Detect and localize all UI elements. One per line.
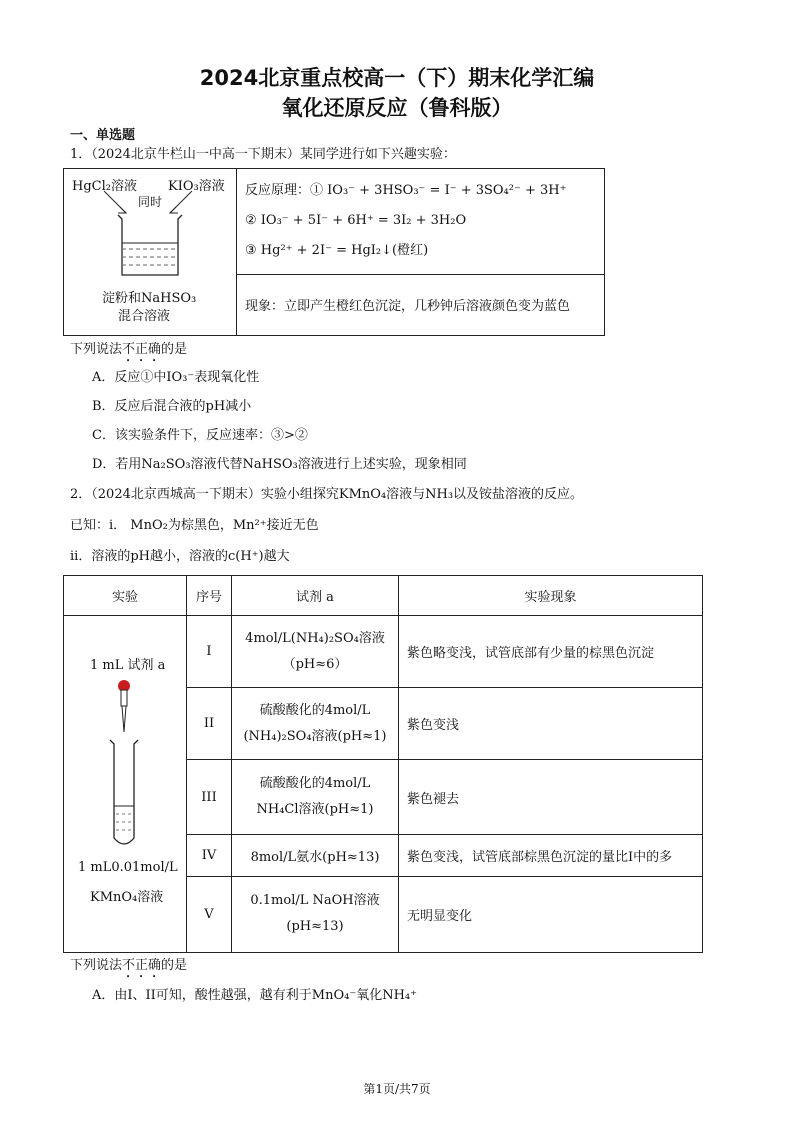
doc-title: 2024北京重点校高一（下）期末化学汇编 (199, 66, 595, 90)
row-id: I (187, 616, 232, 688)
q1-principle-cell (237, 169, 605, 275)
row-result: 无明显变化 (399, 876, 703, 952)
q2-figure-cell (64, 616, 187, 953)
q2-known-1: 已知：i． MnO₂为棕黑色，Mn²⁺接近无色 (70, 518, 319, 533)
col-header-experiment: 实验 (64, 576, 187, 616)
mixture-label-2: 混合溶液 (118, 309, 171, 324)
tube-top-label: 1 mL 试剂 a (90, 658, 166, 673)
row-id: II (187, 688, 232, 760)
mixture-label-1: 淀粉和NaHSO₃ (102, 291, 197, 306)
q1-option-d: D．若用Na₂SO₃溶液代替NaHSO₃溶液进行上述实验，现象相同 (92, 457, 467, 472)
principle-1: ① IO₃⁻ + 3HSO₃⁻ = I⁻ + 3SO₄²⁻ + 3H⁺ (310, 183, 567, 199)
q2-option-a: A．由I、II可知，酸性越强，越有利于MnO₄⁻氧化NH₄⁺ (92, 988, 417, 1003)
row-result: 紫色变浅，试管底部棕黑色沉淀的量比I中的多 (399, 834, 703, 876)
section-heading: 一、单选题 (70, 128, 136, 143)
row-result: 紫色略变浅，试管底部有少量的棕黑色沉淀 (399, 616, 703, 688)
q1-ask: 下列说法不正确的是 (70, 342, 188, 357)
q1-phenomenon: 现象：立即产生橙红色沉淀，几秒钟后溶液颜色变为蓝色 (237, 274, 605, 335)
row-reagent: 8mol/L氨水(pH≈13) (232, 834, 399, 876)
q2-ask: 下列说法不正确的是 (70, 958, 188, 973)
row-reagent: 硫酸酸化的4mol/L (NH₄)₂SO₄溶液(pH≈1) (232, 688, 399, 760)
row-id: IV (187, 834, 232, 876)
q2-known-2: ii．溶液的pH越小，溶液的c(H⁺)越大 (70, 549, 290, 564)
page-footer: 第1页/共7页 (363, 1082, 431, 1096)
tube-bottom-label-1: 1 mL0.01mol/L (78, 860, 178, 875)
col-header-reagent: 试剂 a (232, 576, 399, 616)
row-reagent: 硫酸酸化的4mol/L NH₄Cl溶液(pH≈1) (232, 760, 399, 834)
row-result: 紫色变浅 (399, 688, 703, 760)
row-id: III (187, 760, 232, 834)
q1-option-b: B．反应后混合液的pH减小 (92, 399, 252, 414)
q1-stem: 1．（2024北京牛栏山一中高一下期末）某同学进行如下兴趣实验： (70, 147, 456, 162)
q1-figure-cell (64, 169, 237, 336)
row-result: 紫色褪去 (399, 760, 703, 834)
q2-table (63, 575, 703, 953)
q1-option-a: A．反应①中IO₃⁻表现氧化性 (92, 370, 260, 385)
tube-bottom-label-2: KMnO₄溶液 (90, 890, 164, 905)
q1-option-c: C．该实验条件下，反应速率：③>② (92, 428, 308, 443)
q1-table (63, 168, 605, 336)
row-reagent: 0.1mol/L NaOH溶液 (pH≈13) (232, 876, 399, 952)
hgcl2-label: HgCl₂溶液 (72, 179, 137, 194)
col-header-number: 序号 (187, 576, 232, 616)
principle-label: 反应原理： (245, 183, 311, 199)
row-reagent: 4mol/L(NH₄)₂SO₄溶液 （pH≈6） (232, 616, 399, 688)
principle-3: ③ Hg²⁺ + 2I⁻ = HgI₂↓(橙红) (245, 243, 429, 259)
doc-subtitle: 氧化还原反应（鲁科版） (281, 96, 513, 120)
kio3-label: KIO₃溶液 (168, 179, 225, 194)
principle-2: ② IO₃⁻ + 5I⁻ + 6H⁺ = 3I₂ + 3H₂O (245, 213, 467, 229)
table-row (64, 616, 703, 688)
row-id: V (187, 876, 232, 952)
col-header-phenomenon: 实验现象 (399, 576, 703, 616)
q2-stem: 2．（2024北京西城高一下期末）实验小组探究KMnO₄溶液与NH₃以及铵盐溶液的反应。 (70, 487, 584, 502)
simultaneous-label: 同时 (138, 195, 163, 209)
